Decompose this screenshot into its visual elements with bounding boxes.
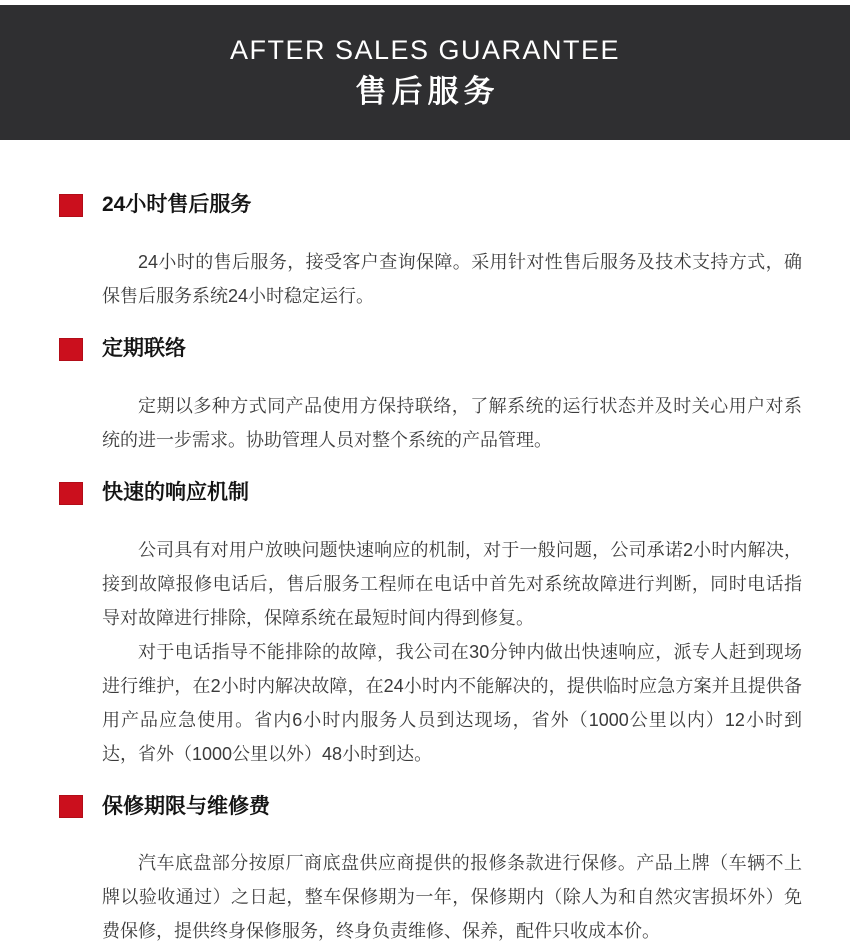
page-title-chinese: 售后服务 — [355, 74, 500, 110]
section-title: 保修期限与维修费 — [102, 794, 270, 818]
section-title: 快速的响应机制 — [102, 481, 249, 505]
section-paragraph: 对于电话指导不能排除的故障，我公司在30分钟内做出快速响应，派专人赶到现场进行维护，在2小时内解决故障，在24小时内不能解决的，提供临时应急方案并且提供备用产品应急使用。省内6小时内服务人员到达现场，省外（1000公里以内）12小时到达，省外（1000公里以外）48小时到达。 — [102, 641, 802, 764]
section-header — [59, 778, 850, 837]
after-sales-page — [0, 5, 850, 942]
section-title: 24小时售后服务 — [102, 193, 252, 217]
square-bullet-icon — [59, 338, 83, 361]
section-warranty — [0, 778, 850, 948]
square-bullet-icon — [59, 194, 83, 217]
section-title: 定期联络 — [102, 337, 186, 361]
square-bullet-icon — [59, 795, 83, 818]
section-paragraph: 公司具有对用户放映问题快速响应的机制，对于一般问题，公司承诺2小时内解决，接到故障报修电话后，售后服务工程师在电话中首先对系统故障进行判断，同时电话指导对故障进行排除，保障系统在最短时间内得到修复。 — [102, 539, 802, 628]
section-header — [59, 176, 850, 235]
header-banner — [0, 5, 850, 140]
section-header — [59, 464, 850, 523]
section-24h-service — [0, 176, 850, 313]
page-title-english: AFTER SALES GUARANTEE — [229, 34, 621, 65]
square-bullet-icon — [59, 482, 83, 505]
section-paragraph: 定期以多种方式同产品使用方保持联络，了解系统的运行状态并及时关心用户对系统的进一步需求。协助管理人员对整个系统的产品管理。 — [102, 395, 802, 450]
section-paragraph: 汽车底盘部分按原厂商底盘供应商提供的报修条款进行保修。产品上牌（车辆不上牌以验收通过）之日起，整车保修期为一年，保修期内（除人为和自然灾害损坏外）免费保修，提供终身保修服务，终身负责维修、保养，配件只收成本价。 — [102, 853, 802, 942]
section-header — [59, 320, 850, 379]
section-paragraph: 24小时的售后服务，接受客户查询保障。采用针对性售后服务及技术支持方式，确保售后服务系统24小时稳定运行。 — [102, 251, 802, 306]
content-area — [0, 140, 850, 948]
section-regular-contact — [0, 320, 850, 457]
section-fast-response — [0, 464, 850, 771]
